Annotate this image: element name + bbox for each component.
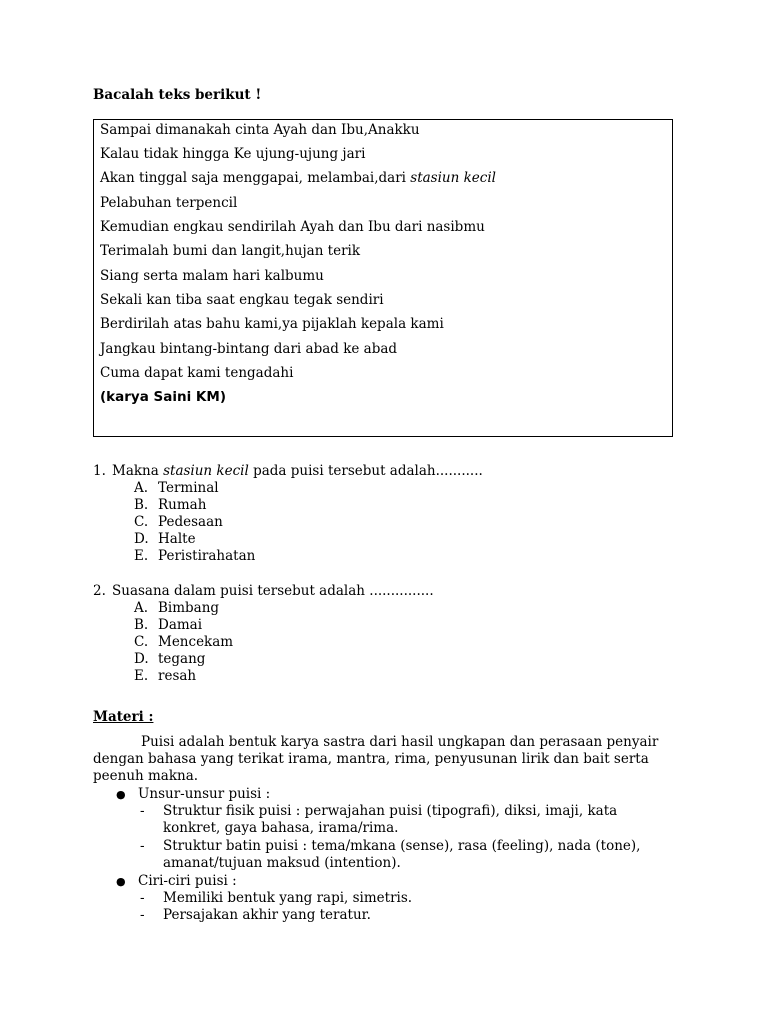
dash-icon: - [140,803,145,819]
option-letter: C. [134,634,149,650]
option-text: tegang [158,651,206,667]
ciri-item-2 [140,907,663,924]
option-text: Rumah [158,497,207,513]
option-letter: C. [134,514,149,530]
poem-line-11: Cuma dapat kami tengadahi [100,365,294,381]
poem-line-3 [100,170,496,187]
bullet-icon: ● [116,788,126,801]
question-2 [93,583,434,600]
option-1e [134,548,255,565]
question-stem-text: pada puisi tersebut adalah........... [248,463,483,479]
poem-line-3-text: Akan tinggal saja menggapai, melambai,dari [100,170,411,186]
option-2b [134,617,202,634]
option-1c [134,514,223,531]
unsur-item-2 [140,838,663,872]
option-letter: D. [134,531,149,547]
poem-line-8: Sekali kan tiba saat engkau tegak sendiri [100,292,384,308]
option-1b [134,497,206,514]
question-number: 2. [93,583,106,599]
poem-line-4: Pelabuhan terpencil [100,195,238,211]
question-number: 1. [93,463,106,479]
option-2c [134,634,233,651]
option-text: Damai [158,617,203,633]
option-text: Peristirahatan [158,548,256,564]
option-text: Pedesaan [158,514,223,530]
bullet-label: Ciri-ciri puisi : [138,873,237,889]
option-letter: E. [134,668,149,684]
option-text: resah [158,668,197,684]
dash-icon: - [140,907,145,923]
bullet-icon: ● [116,875,126,888]
poem-credit: (karya Saini KM) [100,389,226,405]
poem-line-3-italic: stasiun kecil [410,170,496,186]
poem-line-5: Kemudian engkau sendirilah Ayah dan Ibu dari nasibmu [100,219,485,235]
option-2e [134,668,196,685]
materi-paragraph-text: Puisi adalah bentuk karya sastra dari hasil ungkapan dan perasaan penyair dengan bahasa yang terikat irama, mantra, rima, penyusunan lirik dan bait serta peenuh makna. [93,734,659,784]
question-stem-text: Suasana dalam puisi tersebut adalah ............... [112,583,434,599]
instruction-heading: Bacalah teks berikut ! [93,87,262,103]
poem-line-1: Sampai dimanakah cinta Ayah dan Ibu,Anakku [100,122,420,138]
option-letter: B. [134,497,149,513]
materi-title: Materi : [93,709,154,725]
poem-line-9: Berdirilah atas bahu kami,ya pijaklah kepala kami [100,316,444,332]
question-stem-text: Makna [112,463,164,479]
ciri-item-text: Persajakan akhir yang teratur. [163,907,371,923]
unsur-item-text: Struktur batin puisi : tema/mkana (sense), rasa (feeling), nada (tone), amanat/tujuan maksud (intention). [163,838,641,871]
unsur-item-1 [140,803,663,837]
poem-line-2: Kalau tidak hingga Ke ujung-ujung jari [100,146,366,162]
option-2a [134,600,219,617]
option-letter: A. [134,600,149,616]
bullet-label: Unsur-unsur puisi : [138,786,271,802]
bullet-ciri [116,873,237,890]
ciri-item-text: Memiliki bentuk yang rapi, simetris. [163,890,413,906]
bullet-unsur [116,786,270,803]
option-text: Bimbang [158,600,220,616]
poem-line-6: Terimalah bumi dan langit,hujan terik [100,243,361,259]
ciri-item-1 [140,890,663,907]
option-letter: D. [134,651,149,667]
dash-icon: - [140,890,145,906]
option-text: Terminal [158,480,219,496]
option-1a [134,480,219,497]
poem-line-7: Siang serta malam hari kalbumu [100,268,324,284]
question-stem-italic: stasiun kecil [163,463,249,479]
option-text: Mencekam [158,634,234,650]
materi-paragraph [93,734,683,785]
option-letter: B. [134,617,149,633]
option-letter: A. [134,480,149,496]
option-2d [134,651,205,668]
poem-box [93,119,673,437]
poem-line-10: Jangkau bintang-bintang dari abad ke abad [100,341,398,357]
option-letter: E. [134,548,149,564]
unsur-item-text: Struktur fisik puisi : perwajahan puisi (tipografi), diksi, imaji, kata konkret, gaya bahasa, irama/rima. [163,803,618,836]
question-1 [93,463,483,480]
option-1d [134,531,196,548]
dash-icon: - [140,838,145,854]
option-text: Halte [158,531,196,547]
